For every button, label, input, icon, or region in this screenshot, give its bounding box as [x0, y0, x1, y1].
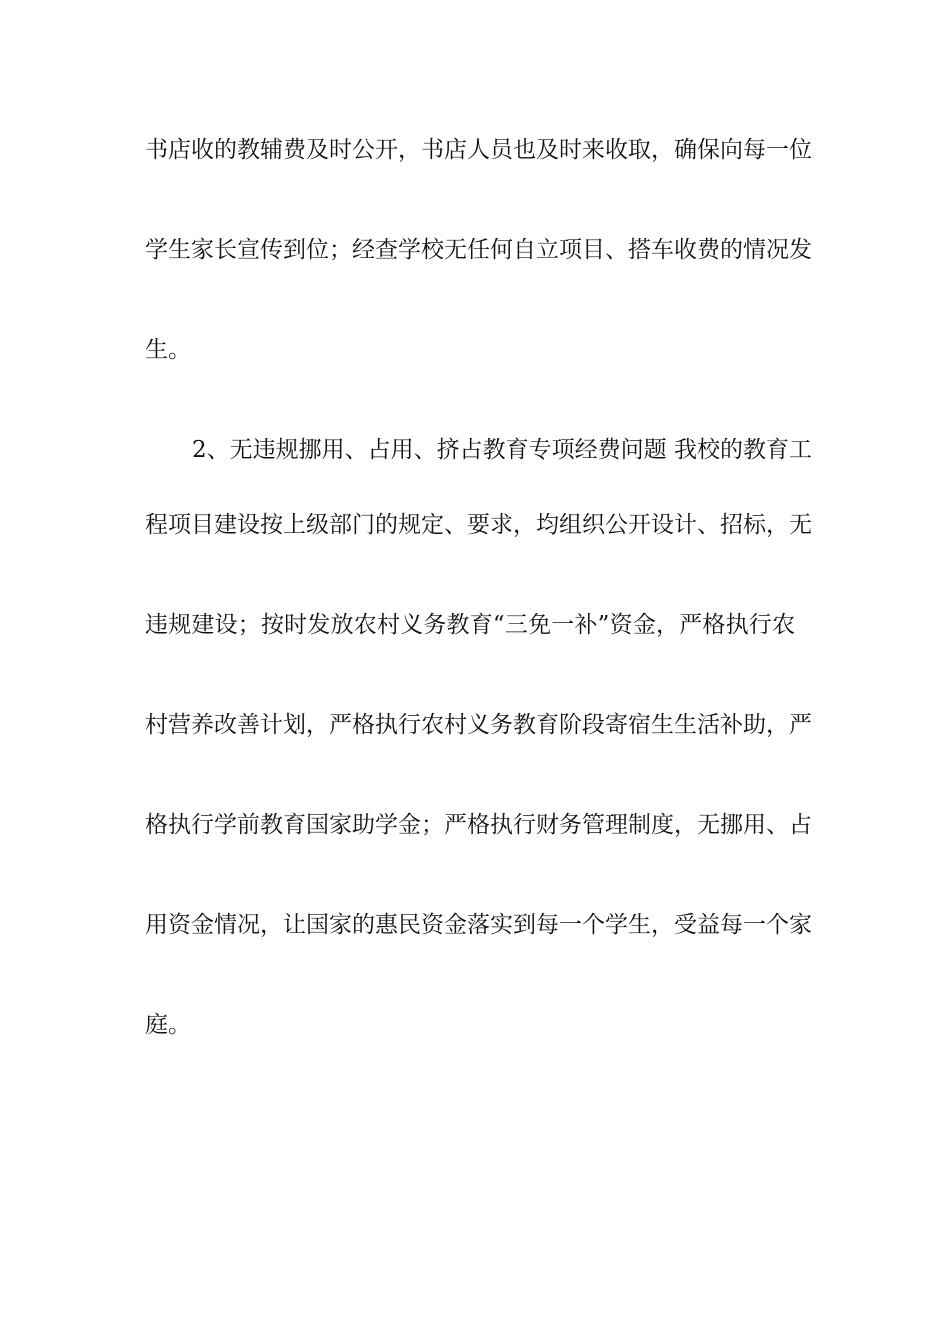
- text-line: 违规建设；按时发放农村义务教育“三免一补”资金，严格执行农: [145, 612, 795, 638]
- text-line: 书店收的教辅费及时公开，书店人员也及时来收取，确保向每一位: [145, 137, 812, 163]
- text-line: 庭。: [145, 1012, 191, 1038]
- text-line: 生。: [145, 337, 191, 363]
- text-line: 村营养改善计划，严格执行农村义务教育阶段寄宿生生活补助，严: [145, 712, 812, 738]
- text-line: 格执行学前教育国家助学金；严格执行财务管理制度，无挪用、占: [145, 812, 812, 838]
- text-line: 程项目建设按上级部门的规定、要求，均组织公开设计、招标，无: [145, 512, 812, 538]
- paragraph-heading-line: 2、无违规挪用、占用、挤占教育专项经费问题 我校的教育工: [192, 437, 812, 463]
- text-line: 学生家长宣传到位；经查学校无任何自立项目、搭车收费的情况发: [145, 237, 812, 263]
- text-line: 用资金情况，让国家的惠民资金落实到每一个学生，受益每一个家: [145, 912, 812, 938]
